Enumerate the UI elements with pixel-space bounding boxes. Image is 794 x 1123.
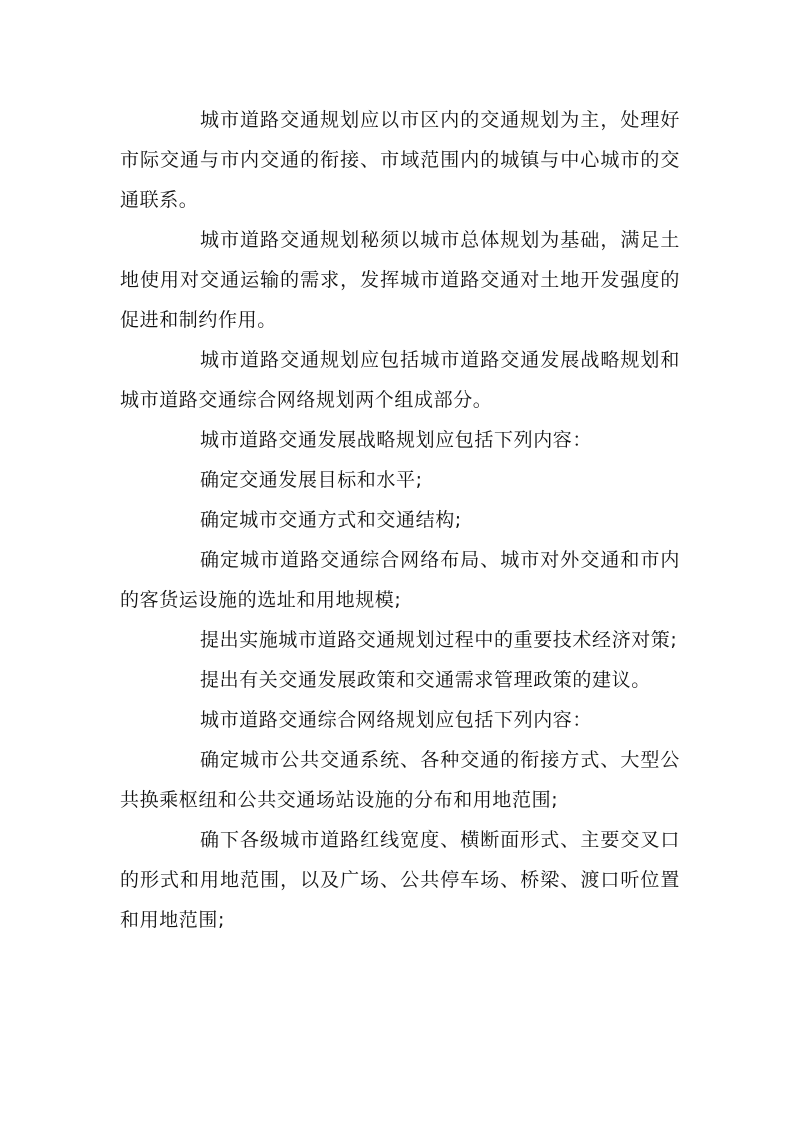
- paragraph-10: 城市道路交通综合网络规划应包括下列内容：: [200, 709, 593, 731]
- paragraph-2: 城市道路交通规划秘须以城市总体规划为基础，满足土地使用对交通运输的需求，发挥城市道路交通对土地开发强度的促进和制约作用。: [120, 229, 680, 331]
- paragraph-9: 提出有关交通发展政策和交通需求管理政策的建议。: [200, 669, 651, 691]
- paragraph-1: 城市道路交通规划应以市区内的交通规划为主，处理好市际交通与市内交通的衔接、市域范围内的城镇与中心城市的交通联系。: [120, 109, 680, 211]
- paragraph-7: 确定城市道路交通综合网络布局、城市对外交通和市内的客货运设施的选址和用地规模;: [120, 549, 680, 611]
- paragraph-5: 确定交通发展目标和水平;: [200, 469, 423, 491]
- paragraph-8: 提出实施城市道路交通规划过程中的重要技术经济对策;: [200, 629, 678, 651]
- paragraph-4: 城市道路交通发展战略规划应包括下列内容：: [200, 429, 593, 451]
- paragraph-3: 城市道路交通规划应包括城市道路交通发展战略规划和城市道路交通综合网络规划两个组成部分。: [120, 349, 680, 411]
- paragraph-11: 确定城市公共交通系统、各种交通的衔接方式、大型公共换乘枢纽和公共交通场站设施的分布和用地范围;: [120, 749, 680, 811]
- paragraph-12: 确下各级城市道路红线宽度、横断面形式、主要交叉口的形式和用地范围，以及广场、公共停车场、桥梁、渡口听位置和用地范围;: [120, 829, 680, 931]
- document-body: [120, 100, 680, 940]
- paragraph-6: 确定城市交通方式和交通结构;: [200, 509, 462, 531]
